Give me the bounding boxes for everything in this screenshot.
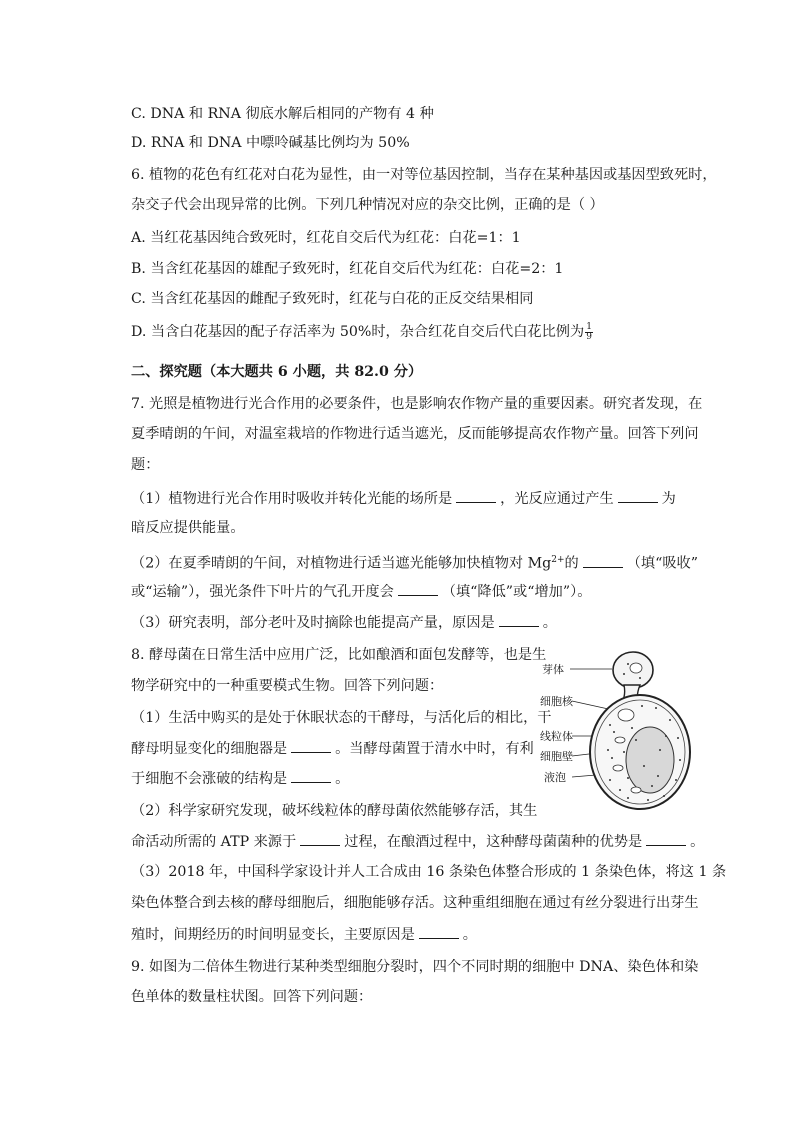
q8-part3-line2: 染色体整合到去核的酵母细胞后，细胞能够存活。这种重组细胞在通过有丝分裂进行出芽生 bbox=[131, 895, 699, 911]
q8-p2-text-b: 过程，在酿酒过程中，这种酵母菌菌种的优势是 bbox=[344, 834, 643, 850]
q7-p2-line2-b: （填“降低”或“增加”）。 bbox=[441, 584, 592, 600]
answer-blank[interactable] bbox=[300, 831, 340, 846]
answer-blank[interactable] bbox=[618, 488, 658, 503]
q8-part1-line3 bbox=[131, 768, 349, 789]
q8-part2-line2 bbox=[131, 831, 704, 852]
q8-part1-line1: （1）生活中购买的是处于休眠状态的干酵母，与活化后的相比，干 bbox=[131, 710, 552, 726]
q8-part2-line1: （2）科学家研究发现，破坏线粒体的酵母菌依然能够存活，其生 bbox=[131, 803, 538, 819]
q7-p1-text-c: 为 bbox=[661, 491, 676, 507]
q6-stem-line1: 6. 植物的花色有红花对白花为显性，由一对等位基因控制，当存在某种基因或基因型致死时， bbox=[131, 167, 717, 183]
label-vacuole: 液泡 bbox=[544, 771, 566, 784]
q7-p2-line2-a: 或“运输”），强光条件下叶片的气孔开度会 bbox=[131, 584, 394, 600]
q7-part3 bbox=[131, 612, 557, 633]
q7-line1: 7. 光照是植物进行光合作用的必要条件，也是影响农作物产量的重要因素。研究者发现，在 bbox=[131, 396, 703, 412]
q8-part3-line3 bbox=[131, 924, 477, 945]
q8-p1-text-b: 。当酵母菌置于清水中时，有利 bbox=[335, 741, 534, 757]
q8-line1: 8. 酵母菌在日常生活中应用广泛，比如酿酒和面包发酵等，也是生 bbox=[131, 647, 547, 663]
fraction bbox=[585, 323, 593, 342]
label-granule: 细胞核 bbox=[540, 695, 573, 708]
label-bud: 芽体 bbox=[542, 663, 564, 676]
q6-option-b: B. 当含红花基因的雄配子致死时，红花自交后代为红花：白花=2：1 bbox=[131, 261, 564, 277]
section-title: 二、探究题（本大题共 6 小题，共 82.0 分） bbox=[131, 364, 423, 380]
q6-stem-line2: 杂交子代会出现异常的比例。下列几种情况对应的杂交比例，正确的是（ ） bbox=[131, 197, 604, 213]
q8-p2-text-a: 命活动所需的 ATP 来源于 bbox=[131, 834, 297, 850]
superscript: 2+ bbox=[551, 555, 565, 565]
q7-p2-text-a: （2）在夏季晴朗的午间，对植物进行适当遮光能够加快植物对 Mg bbox=[131, 555, 552, 572]
q8-part1-line2 bbox=[131, 738, 534, 759]
q8-p1-line3-a: 于细胞不会涨破的结构是 bbox=[131, 771, 288, 787]
q7-p2-text-b: 的 bbox=[564, 555, 579, 572]
option-d-prev: D. RNA 和 DNA 中嘌呤碱基比例均为 50% bbox=[131, 135, 410, 151]
q7-p3-text-a: （3）研究表明，部分老叶及时摘除也能提高产量，原因是 bbox=[131, 615, 495, 631]
q8-p1-text-a: 酵母明显变化的细胞器是 bbox=[131, 741, 288, 757]
q6-option-d bbox=[131, 322, 593, 342]
answer-blank[interactable] bbox=[456, 488, 496, 503]
q8-p3-text-b: 。 bbox=[462, 927, 477, 943]
fraction-numerator: 1 bbox=[586, 321, 592, 332]
answer-blank[interactable] bbox=[291, 768, 331, 783]
q9-line1: 9. 如图为二倍体生物进行某种类型细胞分裂时，四个不同时期的细胞中 DNA、染色体和染 bbox=[131, 959, 699, 975]
q7-p1-text-b: ，光反应通过产生 bbox=[500, 491, 614, 507]
q6-option-c: C. 当含红花基因的雌配子致死时，红花与白花的正反交结果相同 bbox=[131, 291, 534, 307]
answer-blank[interactable] bbox=[646, 831, 686, 846]
q6-option-a: A. 当红花基因纯合致死时，红花自交后代为红花：白花=1：1 bbox=[131, 230, 521, 246]
answer-blank[interactable] bbox=[583, 553, 623, 568]
q7-p1-text-a: （1）植物进行光合作用时吸收并转化光能的场所是 bbox=[131, 491, 453, 507]
q7-line3: 题： bbox=[131, 457, 160, 473]
yeast-cell-figure bbox=[540, 640, 700, 815]
q8-line2: 物学研究中的一种重要模式生物。回答下列问题： bbox=[131, 678, 444, 694]
q7-part1-line2: 暗反应提供能量。 bbox=[131, 520, 245, 536]
q7-part1 bbox=[131, 488, 676, 509]
q7-line2: 夏季晴朗的午间，对温室栽培的作物进行适当遮光，反而能够提高农作物产量。回答下列问 bbox=[131, 426, 699, 442]
q7-part2 bbox=[131, 550, 698, 574]
label-mitochondria: 线粒体 bbox=[540, 730, 573, 743]
q7-p3-text-b: 。 bbox=[542, 615, 557, 631]
q7-part2-line2 bbox=[131, 581, 591, 602]
answer-blank[interactable] bbox=[398, 581, 438, 596]
q8-p3-text-a: 殖时，间期经历的时间明显变长，主要原因是 bbox=[131, 927, 415, 943]
q8-p1-line3-b: 。 bbox=[335, 771, 350, 787]
q8-part3-line1: （3）2018 年，中国科学家设计并人工合成由 16 条染色体整合形成的 1 条染色体，将这 1 条 bbox=[131, 864, 727, 880]
fraction-denominator: 9 bbox=[586, 331, 592, 342]
q7-p2-text-c: （填“吸收” bbox=[626, 555, 698, 572]
q8-p2-text-c: 。 bbox=[690, 834, 705, 850]
answer-blank[interactable] bbox=[499, 612, 539, 627]
q9-line2: 色单体的数量柱状图。回答下列问题： bbox=[131, 989, 373, 1005]
answer-blank[interactable] bbox=[419, 924, 459, 939]
answer-blank[interactable] bbox=[291, 738, 331, 753]
option-c-prev: C. DNA 和 RNA 彻底水解后相同的产物有 4 种 bbox=[131, 106, 434, 122]
label-cell-wall: 细胞壁 bbox=[540, 750, 573, 763]
q6-option-d-text: D. 当含白花基因的配子存活率为 50%时，杂合红花自交后代白花比例为 bbox=[131, 324, 585, 340]
